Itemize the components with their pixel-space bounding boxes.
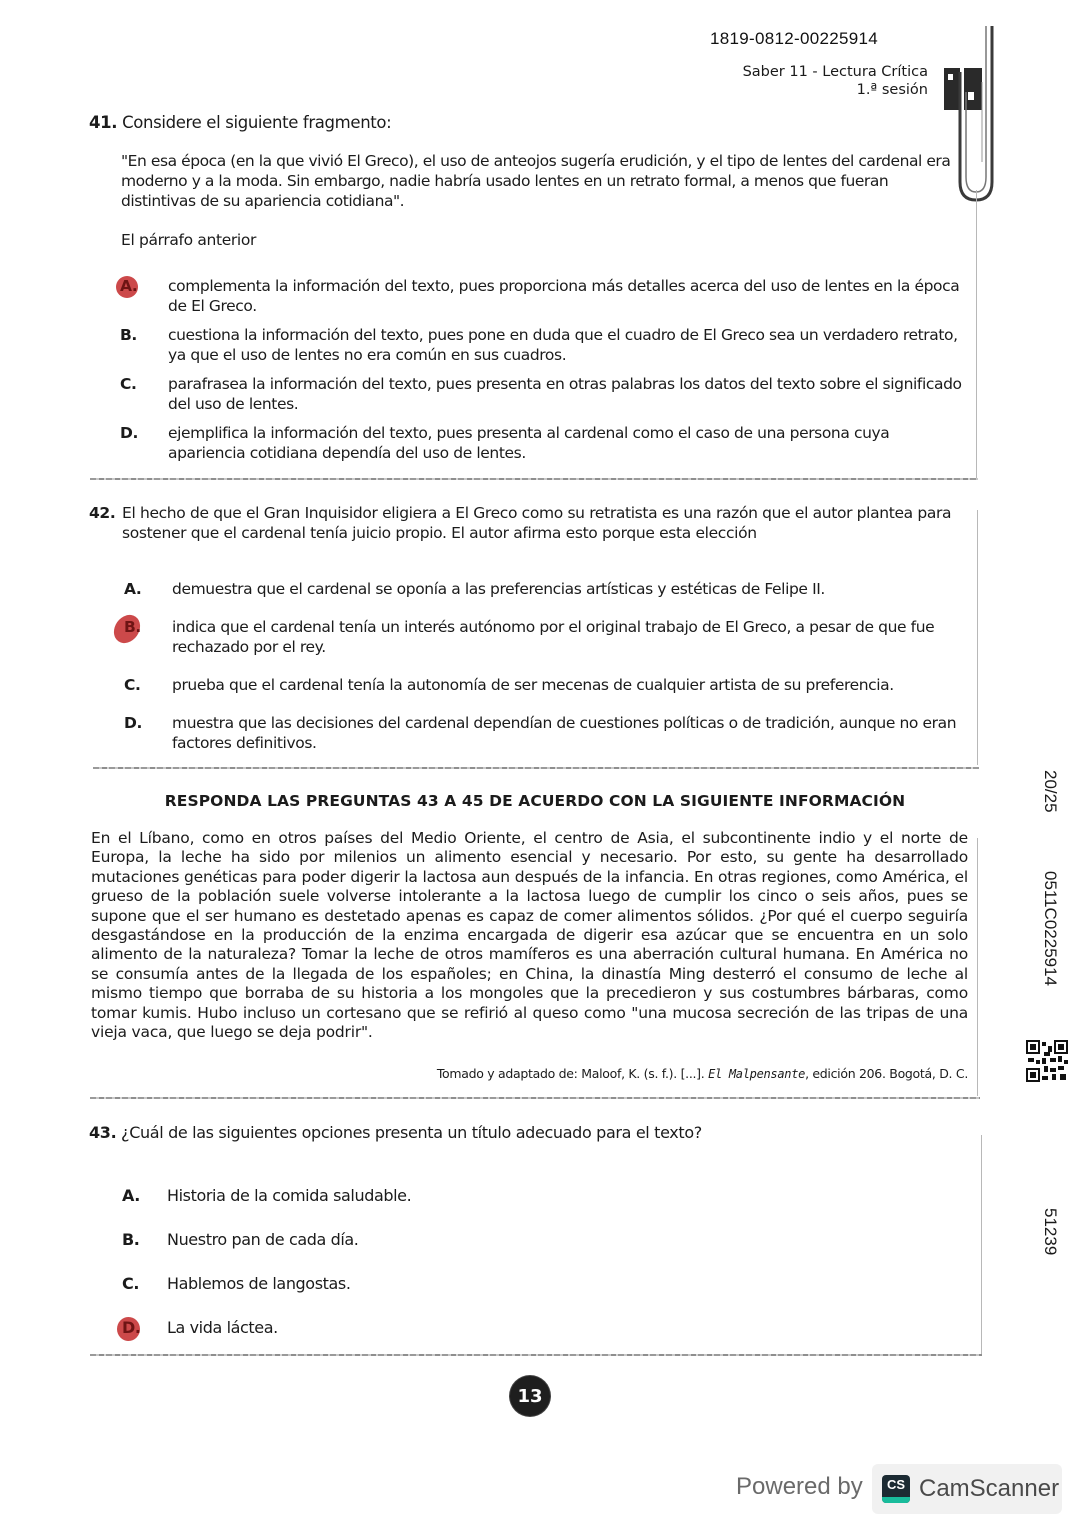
frame-right-line-3 [977, 838, 978, 1096]
option-c[interactable] [120, 374, 968, 414]
exam-header [743, 63, 928, 99]
option-letter: C. [124, 676, 141, 694]
option-text: Hablemos de langostas. [167, 1274, 351, 1293]
option-letter: B. [124, 617, 172, 657]
option-letter: A. [122, 1186, 140, 1205]
option-text: indica que el cardenal tenía un interés autónomo por el original trabajo de El Greco, a pesar de que fue rechazado por el rey. [172, 618, 935, 656]
frame-right-line-1 [976, 190, 977, 478]
option-text: Nuestro pan de cada día. [167, 1230, 359, 1249]
camscanner-name: CamScanner [919, 1475, 1060, 1502]
option-text: demuestra que el cardenal se oponía a las preferencias artísticas y estéticas de Felipe II. [172, 580, 825, 598]
question-stem: ¿Cuál de las siguientes opciones presenta un título adecuado para el texto? [121, 1123, 702, 1142]
exam-session: 1.ª sesión [856, 82, 928, 98]
document-id: 1819-0812-00225914 [710, 29, 878, 48]
option-letter: B. [120, 326, 137, 344]
question-41-stem-line [89, 113, 391, 133]
option-a[interactable] [124, 579, 969, 599]
camscanner-badge[interactable] [872, 1464, 1062, 1514]
option-c[interactable] [124, 675, 969, 695]
option-letter: D. [122, 1318, 167, 1338]
option-c[interactable] [122, 1274, 722, 1294]
option-text: complementa la información del texto, pues proporciona más detalles acerca del uso de lentes en la época de El Greco. [168, 277, 960, 315]
camscanner-logo-icon: CS [882, 1475, 910, 1503]
option-d[interactable] [124, 713, 969, 753]
question-number: 43. [89, 1123, 117, 1142]
option-text: cuestiona la información del texto, pues pone en duda que el cuadro de El Greco sea un verdadero retrato, ya que el uso de lentes no era común en sus cuadros. [168, 326, 958, 364]
exam-title: Saber 11 - Lectura Crítica [742, 64, 928, 80]
option-text: parafrasea la información del texto, pues presenta en otras palabras los datos del texto sobre el significado del uso de lentes. [168, 375, 962, 413]
question-41-options [120, 276, 968, 463]
option-d[interactable] [122, 1318, 722, 1338]
question-42-options [124, 579, 969, 753]
page-fraction: 20/25 [1041, 770, 1060, 813]
question-stem: El hecho de que el Gran Inquisidor eligiera a El Greco como su retratista es una razón que el autor plantea para sostener que el cardenal tenía juicio propio. El autor afirma esto porque esta elección [122, 504, 952, 542]
option-b[interactable] [124, 617, 969, 657]
option-a[interactable] [122, 1186, 722, 1206]
option-letter: D. [120, 424, 138, 442]
question-number: 41. [89, 113, 118, 132]
section-divider [90, 478, 978, 480]
question-stem: Considere el siguiente fragmento: [122, 113, 392, 132]
option-letter: D. [124, 714, 142, 732]
question-43-stem-line [89, 1123, 702, 1143]
powered-by-label: Powered by [736, 1473, 863, 1500]
question-prompt: El párrafo anterior [121, 231, 257, 249]
frame-right-line-4 [981, 1135, 982, 1355]
option-text: Historia de la comida saludable. [167, 1186, 412, 1205]
booklet-code: 0511C0225914 [1041, 871, 1060, 987]
page-number-badge: 13 [510, 1376, 550, 1416]
form-code: 51239 [1041, 1208, 1060, 1256]
option-text: muestra que las decisiones del cardenal dependían de cuestiones políticas o de tradición, aunque no eran factores definitivos. [172, 714, 957, 752]
frame-right-line-2 [977, 510, 978, 765]
section-divider [90, 1354, 982, 1356]
option-letter: C. [122, 1274, 140, 1293]
option-text: La vida láctea. [167, 1318, 278, 1337]
option-a[interactable] [120, 276, 968, 316]
option-b[interactable] [120, 325, 968, 365]
question-number: 42. [89, 504, 116, 522]
quoted-fragment: "En esa época (en la que vivió El Greco), el uso de anteojos sugería erudición, y el tipo de lentes del cardenal era moderno y a la moda. Sin embargo, nadie habría usado lentes en un retrato formal, a menos que fueran distintivas de su apariencia cotidiana". [121, 152, 951, 210]
passage-source [437, 1066, 968, 1081]
option-text: ejemplifica la información del texto, pues presenta al cardenal como el caso de una persona cuya apariencia cotidiana dependía del uso de lentes. [168, 424, 890, 462]
reading-passage: En el Líbano, como en otros países del Medio Oriente, el centro de Asia, el subcontinente indio y el norte de Europa, la leche ha sido por milenios un alimento esencial y necesario. Por esto, su gente ha desarrollado mutaciones genéticas para poder digerir la lactosa aun después de la infancia. En otras regiones, como América, el grueso de la población suele volverse intolerante a la lactosa luego de cumplir los cinco o seis años, pues se supone que el ser humano es destetado apenas es capaz de comer alimentos sólidos. ¿Por qué el cuerpo seguiría desgastándose en la producción de la enzima encargada de digerir esa azúcar que se encuentra en un solo alimento de la naturaleza? Tomar la leche de otros mamíferos es una aberración cultural humana. En América no se consumía antes de la llegada de los españoles; en China, la dinastía Ming desterró el consumo de leche al mismo tiempo que borraba de su historia a los mongoles que la precedieron y sus costumbres bárbaras, como tomar kumis. Hubo incluso un cortesano que se refirió al queso como "una mucosa secreción de las tripas de una vieja vaca, que luego se deja podrir". [91, 829, 968, 1042]
qr-code-icon [1026, 1040, 1068, 1082]
option-letter: A. [124, 580, 142, 598]
section-divider [93, 767, 979, 769]
source-prefix: Tomado y adaptado de: Maloof, K. (s. f.). [...]. [436, 1066, 709, 1081]
section-divider [90, 1097, 980, 1099]
option-d[interactable] [120, 423, 968, 463]
info-block-title: RESPONDA LAS PREGUNTAS 43 A 45 DE ACUERDO CON LA SIGUIENTE INFORMACIÓN [164, 792, 906, 810]
option-letter: C. [120, 375, 137, 393]
option-b[interactable] [122, 1230, 722, 1250]
source-publication: El Malpensante [708, 1067, 806, 1081]
source-suffix: , edición 206. Bogotá, D. C. [805, 1066, 968, 1081]
option-letter: A. [120, 276, 168, 316]
option-text: prueba que el cardenal tenía la autonomía de ser mecenas de cualquier artista de su preferencia. [172, 676, 894, 694]
question-43-options [122, 1186, 722, 1338]
option-letter: B. [122, 1230, 140, 1249]
question-42-stem-line [89, 503, 969, 543]
